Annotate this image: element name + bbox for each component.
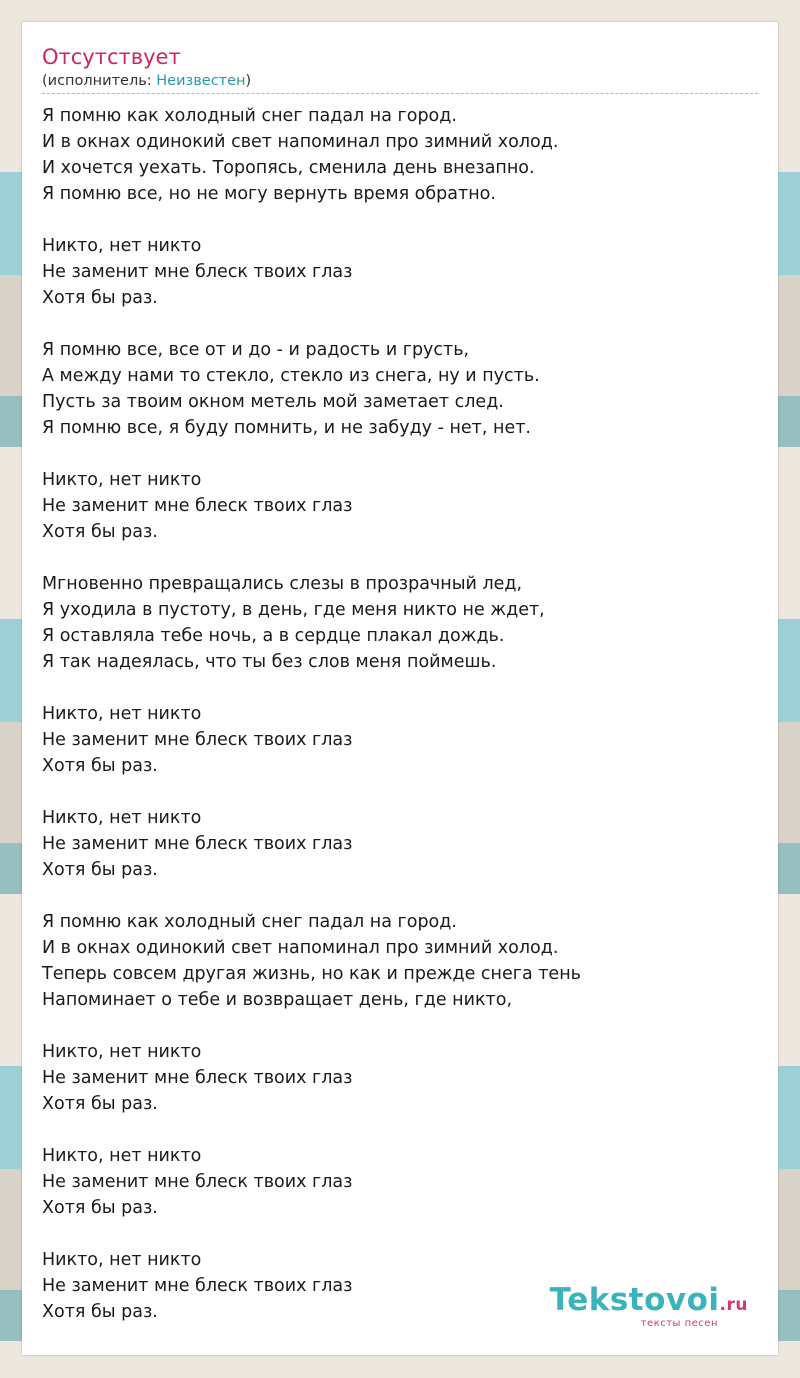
lyrics-line: И в окнах одинокий свет напоминал про зимний холод.	[42, 132, 559, 152]
lyrics-line: Мгновенно превращались слезы в прозрачный лед,	[42, 574, 523, 594]
lyrics-line: Я помню все, все от и до - и радость и грусть,	[42, 340, 470, 360]
lyrics-stanza	[42, 909, 758, 1013]
lyrics-body	[42, 103, 758, 1351]
lyrics-line: Пусть за твоим окном метель мой заметает след.	[42, 392, 504, 412]
lyrics-line: А между нами то стекло, стекло из снега, ну и пусть.	[42, 366, 540, 386]
lyrics-line: Я помню как холодный снег падал на город.	[42, 106, 457, 126]
logo-wordmark	[550, 1283, 748, 1322]
lyrics-line: Теперь совсем другая жизнь, но как и прежде снега тень	[42, 964, 581, 984]
artist-suffix: )	[245, 73, 252, 89]
lyrics-line: Хотя бы раз.	[42, 860, 158, 880]
lyrics-stanza	[42, 805, 758, 883]
logo-tagline: тексты песен	[640, 1318, 718, 1329]
lyrics-line: Никто, нет никто	[42, 808, 202, 828]
lyrics-line: Хотя бы раз.	[42, 1302, 158, 1322]
lyrics-line: Никто, нет никто	[42, 470, 202, 490]
artist-line	[42, 72, 251, 90]
lyrics-line: Никто, нет никто	[42, 236, 202, 256]
lyrics-line: Хотя бы раз.	[42, 288, 158, 308]
lyrics-stanza	[42, 103, 758, 207]
lyrics-line: И в окнах одинокий свет напоминал про зимний холод.	[42, 938, 559, 958]
lyrics-line: Не заменит мне блеск твоих глаз	[42, 262, 353, 282]
lyrics-stanza	[42, 571, 758, 675]
lyrics-line: Хотя бы раз.	[42, 522, 158, 542]
song-title: Отсутствует	[42, 45, 181, 69]
lyrics-line: Я помню все, я буду помнить, и не забуду - нет, нет.	[42, 418, 531, 438]
logo-name: Tekstovoi	[549, 1282, 720, 1318]
lyrics-line: Не заменит мне блеск твоих глаз	[42, 730, 353, 750]
lyrics-line: Напоминает о тебе и возвращает день, где никто,	[42, 990, 513, 1010]
lyrics-line: Я оставляла тебе ночь, а в сердце плакал дождь.	[42, 626, 505, 646]
lyrics-line: Хотя бы раз.	[42, 1198, 158, 1218]
lyrics-line: Хотя бы раз.	[42, 756, 158, 776]
lyrics-page	[22, 22, 778, 1355]
logo-tld: .ru	[719, 1295, 748, 1315]
lyrics-line: Хотя бы раз.	[42, 1094, 158, 1114]
lyrics-line: Не заменит мне блеск твоих глаз	[42, 496, 353, 516]
lyrics-line: Не заменит мне блеск твоих глаз	[42, 1172, 353, 1192]
lyrics-stanza	[42, 1143, 758, 1221]
site-logo[interactable]	[550, 1283, 748, 1329]
lyrics-stanza	[42, 233, 758, 311]
artist-prefix: (исполнитель:	[42, 73, 157, 89]
lyrics-line: Не заменит мне блеск твоих глаз	[42, 1276, 353, 1296]
artist-link[interactable]: Неизвестен	[156, 73, 246, 89]
lyrics-stanza	[42, 1039, 758, 1117]
lyrics-stanza	[42, 701, 758, 779]
lyrics-line: Никто, нет никто	[42, 1146, 202, 1166]
lyrics-line: Никто, нет никто	[42, 1250, 202, 1270]
lyrics-line: Никто, нет никто	[42, 1042, 202, 1062]
lyrics-line: Я уходила в пустоту, в день, где меня никто не ждет,	[42, 600, 545, 620]
lyrics-stanza	[42, 467, 758, 545]
lyrics-line: Не заменит мне блеск твоих глаз	[42, 1068, 353, 1088]
lyrics-line: Не заменит мне блеск твоих глаз	[42, 834, 353, 854]
lyrics-line: Я помню как холодный снег падал на город.	[42, 912, 457, 932]
lyrics-stanza	[42, 337, 758, 441]
header-divider	[42, 93, 758, 94]
lyrics-line: Никто, нет никто	[42, 704, 202, 724]
lyrics-line: Я помню все, но не могу вернуть время обратно.	[42, 184, 496, 204]
lyrics-line: Я так надеялась, что ты без слов меня поймешь.	[42, 652, 497, 672]
lyrics-line: И хочется уехать. Торопясь, сменила день внезапно.	[42, 158, 535, 178]
